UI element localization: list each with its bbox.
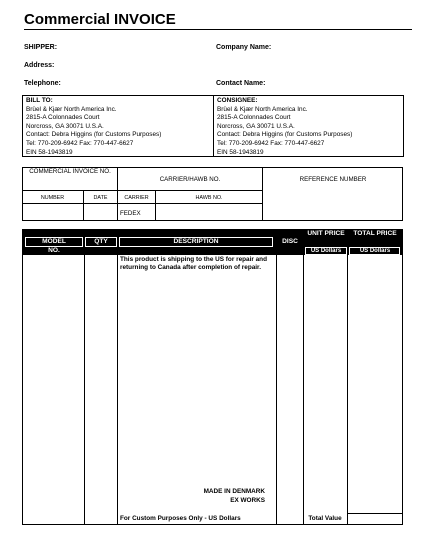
bill-to-line: Brüel & Kjær North America Inc. [26, 105, 117, 113]
column-divider [117, 255, 118, 525]
consignee-line: Brüel & Kjær North America Inc. [217, 105, 308, 113]
shipper-label: SHIPPER: [24, 44, 58, 51]
bill-to-line: Norcross, GA 30071 U.S.A. [26, 122, 104, 130]
consignee-line: Contact: Debra Higgins (for Customs Purposes) [217, 131, 353, 139]
consignee-line: Norcross, GA 30071 U.S.A. [217, 122, 295, 130]
custom-purposes-note: For Custom Purposes Only - US Dollars [120, 515, 241, 522]
date-label: DATE [93, 195, 108, 201]
bill-to-box [22, 95, 214, 157]
telephone-label: Telephone: [24, 80, 61, 87]
column-divider [303, 255, 304, 525]
consignee-line: Tel: 770-209-6942 Fax: 770-447-6627 [217, 139, 325, 147]
carrier-value: FEDEX [120, 210, 141, 217]
address-label: Address: [24, 62, 55, 69]
column-divider [347, 255, 348, 525]
page-title: Commercial INVOICE [24, 11, 176, 28]
unit-currency-header: US Dollars [310, 248, 342, 254]
consignee-line: EIN 58-1943819 [217, 148, 264, 156]
qty-header: QTY [94, 238, 108, 245]
invoice-no-label: COMMERCIAL INVOICE NO. [29, 168, 111, 175]
consignee-line: 2815-A Colonnades Court [217, 114, 291, 122]
bill-to-line: Contact: Debra Higgins (for Customs Purposes) [26, 131, 162, 139]
total-price-header: TOTAL PRICE [353, 230, 397, 237]
model-header: MODEL [42, 238, 66, 245]
bill-to-line: EIN 58-1943819 [26, 148, 73, 156]
no-header: NO. [48, 247, 60, 254]
contact-name-label: Contact Name: [216, 80, 266, 87]
consignee-heading: CONSIGNEE: [217, 97, 258, 104]
total-value-line [347, 513, 403, 514]
column-divider [84, 255, 85, 525]
total-currency-header: US Dollars [359, 248, 391, 254]
reference-number-label: REFERENCE NUMBER [299, 176, 367, 183]
total-value-label: Total Value [308, 515, 342, 522]
bill-to-heading: BILL TO: [26, 97, 53, 104]
title-rule [24, 29, 412, 30]
company-name-label: Company Name: [216, 44, 272, 51]
consignee-box [213, 95, 404, 157]
divider [22, 203, 262, 204]
description-header: DESCRIPTION [173, 238, 219, 245]
column-divider [276, 255, 277, 525]
ex-works: EX WORKS [230, 497, 265, 504]
carrier-label: CARRIER [124, 195, 149, 201]
hawb-no-label: HAWB NO. [195, 195, 223, 201]
made-in-denmark: MADE IN DENMARK [203, 488, 265, 495]
carrier-hawb-label: CARRIER/HAWB NO. [159, 176, 221, 183]
bill-to-line: Tel: 770-209-6942 Fax: 770-447-6627 [26, 139, 134, 147]
items-table [22, 229, 403, 525]
number-label: NUMBER [40, 195, 65, 201]
consignee-block [217, 97, 352, 157]
divider [22, 190, 262, 191]
unit-price-header: UNIT PRICE [307, 230, 345, 237]
disc-header: DISC [282, 238, 298, 245]
bill-to-block [26, 97, 161, 157]
bill-to-line: 2815-A Colonnades Court [26, 114, 100, 122]
description-note: This product is shipping to the US for repair and returning to Canada after completion of repair. [120, 256, 267, 271]
